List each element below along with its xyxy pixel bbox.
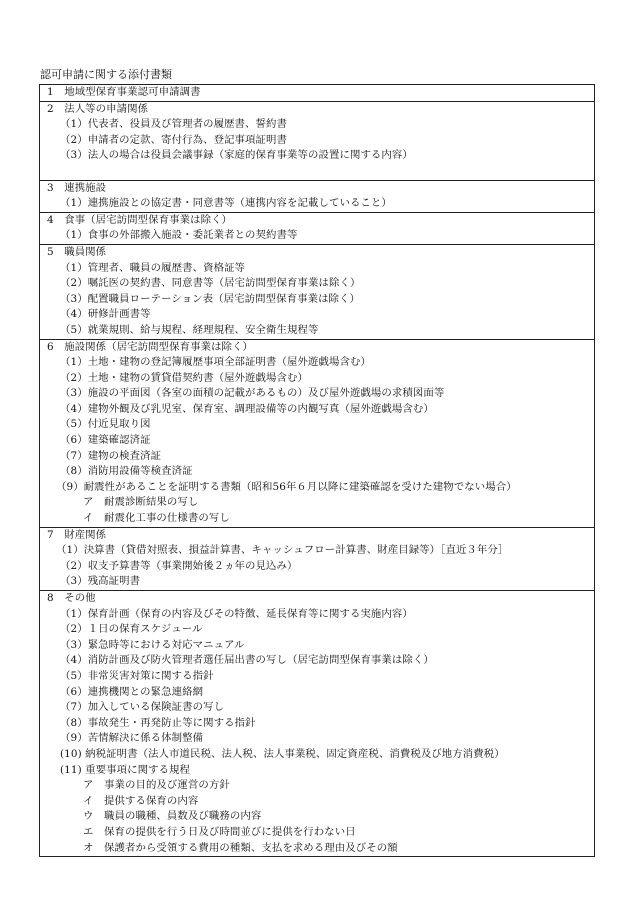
sub-list-item: イ 提供する保育の内容 (83, 794, 199, 807)
section-heading: 8 その他 (47, 592, 96, 604)
list-item: (10) 納税証明書（法人市道民税、法人税、法人事業税、固定資産税、消費税及び地方消費税） (60, 747, 505, 760)
sub-list-item: ウ 職員の職種、員数及び職務の内容 (83, 810, 262, 823)
list-item: （3）緊急時等における対応マニュアル (60, 638, 245, 651)
section-heading: 5 職員関係 (47, 245, 107, 258)
list-item: （1）土地・建物の登記簿履歴事項全部証明書（屋外遊戯場含む） (60, 356, 371, 369)
list-item: （1）決算書（貸借対照表、損益計算書、キャッシュフロー計算書、財産目録等）［直近３年分］ (56, 544, 509, 557)
list-item: （4）消防計画及び防火管理者選任届出書の写し（居宅訪問型保育事業は除く） (60, 654, 434, 667)
list-item: （3）残高証明書 (60, 575, 141, 588)
list-item: （3）法人の場合は役員会議事録（家庭的保育事業等の設置に関する内容） (60, 149, 413, 162)
section-heading: 2 法人等の申請関係 (47, 102, 149, 115)
section-5 (40, 244, 594, 339)
list-item: （4）研修計画書等 (60, 308, 151, 321)
list-item: （7）加入している保険証書の写し (60, 701, 225, 714)
section-3 (40, 180, 594, 212)
sub-list-item: オ 保護者から受領する費用の種類、支払を求める理由及びその額 (83, 841, 398, 854)
section-1 (40, 85, 594, 101)
list-item: （2）１日の保育スケジュール (60, 623, 203, 636)
sub-list-item: ア 事業の目的及び運営の方針 (83, 779, 230, 792)
list-item: (11) 重要事項に関する規程 (60, 763, 191, 776)
list-item: （1）代表者、役員及び管理者の履歴書、誓約書 (60, 118, 288, 131)
list-item: （7）建物の検査済証 (60, 449, 162, 462)
list-item: （2）申請者の定款、寄付行為、登記事項証明書 (60, 133, 288, 146)
list-item: （1）保育計画（保育の内容及びその特徴、延長保育等に関する実施内容） (60, 607, 413, 620)
list-item: （6）連携機関との緊急連絡網 (60, 685, 204, 698)
list-item: （9）苦情解決に係る体制整備 (60, 732, 204, 745)
section-2 (40, 101, 594, 180)
section-heading: 7 財産関係 (47, 528, 107, 541)
section-6 (40, 339, 594, 527)
sub-list-item: ア 耐震診断結果の写し (83, 496, 199, 509)
list-item: （5）就業規則、給与規程、経理規程、安全衛生規程等 (60, 323, 319, 336)
list-item: （3）施設の平面図（各室の面積の記載があるもの）及び屋外遊戯場の求積図面等 (60, 387, 445, 400)
list-item: （2）土地・建物の賃貸借契約書（屋外遊戯場含む） (60, 371, 308, 384)
list-item: （6）建築確認済証 (60, 434, 151, 447)
list-item: （5）付近見取り図 (60, 418, 151, 431)
list-item: （1）食事の外部搬入施設・委託業者との契約書等 (60, 229, 298, 242)
section-heading: 6 施設関係（居宅訪問型保育事業は除く） (47, 340, 254, 353)
document-title: 認可申請に関する添付書類 (40, 68, 172, 81)
section-4 (40, 212, 594, 244)
list-item: （1）連携施設との協定書・同意書等（連携内容を記載していること） (60, 197, 392, 210)
list-item: （9）耐震性があることを証明する書類（昭和56年６月以降に建築確認を受けた建物でない場合） (56, 480, 517, 493)
section-heading: 1 地域型保育事業認可申請調書 (47, 86, 201, 98)
list-item: （2）収支予算書等（事業開始後２ヵ年の見込み） (60, 559, 298, 572)
section-7 (40, 527, 594, 590)
list-item: （5）非常災害対策に関する指針 (60, 669, 214, 682)
section-8 (40, 590, 594, 856)
list-item: （2）嘱託医の契約書、同意書等（居宅訪問型保育事業は除く） (60, 277, 361, 290)
sub-list-item: イ 耐震化工事の仕様書の写し (83, 512, 230, 525)
list-item: （8）事故発生・再発防止等に関する指針 (60, 716, 256, 729)
attachments-table (39, 84, 595, 857)
list-item: （1）管理者、職員の履歴書、資格証等 (60, 261, 246, 274)
section-heading: 3 連携施設 (47, 181, 107, 194)
section-heading: 4 食事（居宅訪問型保育事業は除く） (47, 213, 233, 226)
list-item: （3）配置職員ローテーション表（居宅訪問型保育事業は除く） (60, 292, 361, 305)
list-item: （8）消防用設備等検査済証 (60, 465, 193, 478)
list-item: （4）建物外観及び乳児室、保育室、調理設備等の内観写真（屋外遊戯場含む） (60, 402, 434, 415)
sub-list-item: エ 保育の提供を行う日及び時間並びに提供を行わない日 (83, 825, 356, 838)
blank-row (40, 164, 594, 180)
